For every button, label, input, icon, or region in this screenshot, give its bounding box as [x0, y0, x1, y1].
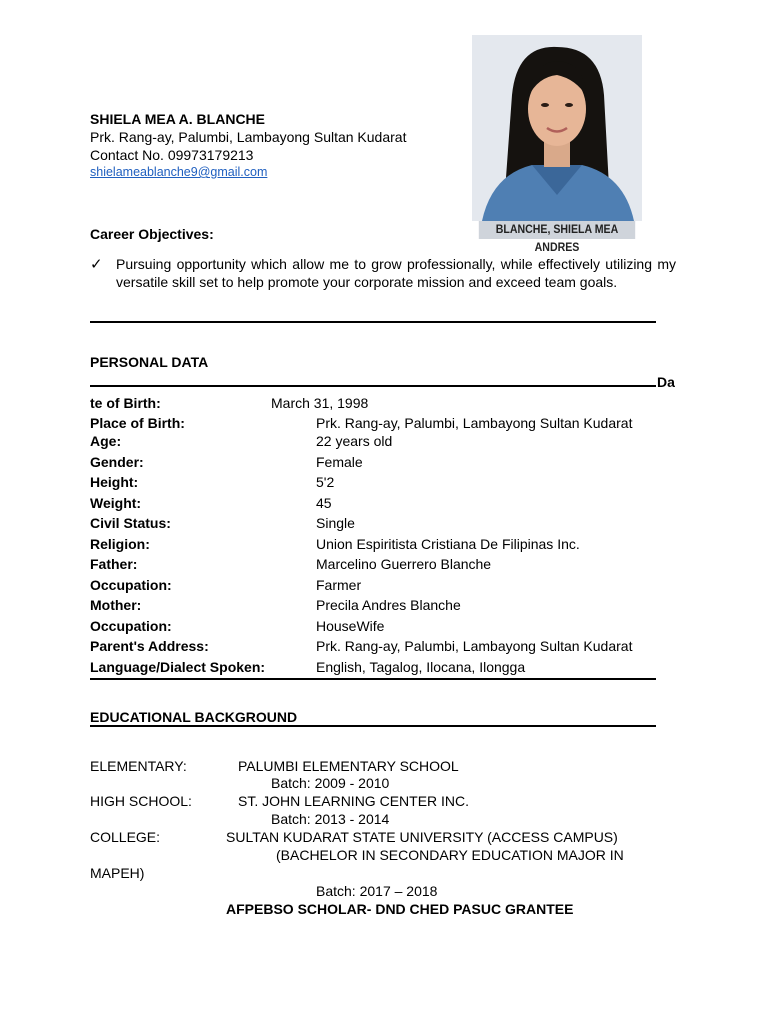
age-label: Age: — [90, 433, 122, 449]
parents-address-label: Parent's Address: — [90, 638, 209, 654]
civil-status-value: Single — [316, 515, 355, 531]
college-label: COLLEGE: — [90, 829, 161, 845]
divider — [90, 321, 656, 323]
college-school: SULTAN KUDARAT STATE UNIVERSITY (ACCESS CAMPUS) — [226, 829, 618, 845]
father-occupation-label: Occupation: — [90, 577, 172, 593]
address-line: Prk. Rang-ay, Palumbi, Lambayong Sultan Kudarat — [90, 129, 407, 145]
age-value: 22 years old — [316, 433, 393, 449]
elementary-label: ELEMENTARY: — [90, 758, 187, 774]
highschool-school: ST. JOHN LEARNING CENTER INC. — [238, 793, 470, 809]
father-occupation-value: Farmer — [316, 577, 362, 593]
career-objectives-heading: Career Objectives: — [90, 226, 214, 242]
overflow-text: Da — [657, 374, 675, 390]
divider — [90, 678, 656, 680]
elementary-batch: Batch: 2009 - 2010 — [271, 775, 390, 791]
religion-value: Union Espiritista Cristiana De Filipinas Inc. — [316, 536, 580, 552]
weight-value: 45 — [316, 495, 332, 511]
photo-caption: BLANCHE, SHIELA MEA ANDRES — [479, 221, 635, 239]
dob-value: March 31, 1998 — [271, 395, 369, 411]
highschool-label: HIGH SCHOOL: — [90, 793, 192, 809]
weight-label: Weight: — [90, 495, 142, 511]
checkmark-icon: ✓ — [90, 256, 103, 273]
applicant-photo — [472, 35, 642, 221]
father-value: Marcelino Guerrero Blanche — [316, 556, 492, 572]
father-label: Father: — [90, 556, 138, 572]
highschool-batch: Batch: 2013 - 2014 — [271, 811, 390, 827]
college-course-line2: MAPEH) — [90, 865, 145, 881]
mother-value: Precila Andres Blanche — [316, 597, 461, 613]
language-value: English, Tagalog, Ilocana, Ilongga — [316, 659, 526, 675]
college-course-line1: (BACHELOR IN SECONDARY EDUCATION MAJOR IN — [276, 847, 624, 863]
divider — [90, 385, 656, 387]
dob-label: te of Birth: — [90, 395, 161, 411]
college-batch: Batch: 2017 – 2018 — [316, 883, 438, 899]
email-link[interactable]: shielameablanche9@gmail.com — [90, 165, 268, 179]
elementary-school: PALUMBI ELEMENTARY SCHOOL — [238, 758, 459, 774]
civil-status-label: Civil Status: — [90, 515, 171, 531]
personal-data-heading: PERSONAL DATA — [90, 354, 209, 370]
contact-number: Contact No. 09973179213 — [90, 147, 254, 163]
gender-label: Gender: — [90, 454, 144, 470]
career-objective-text: Pursuing opportunity which allow me to grow professionally, while effectively utilizing my versatile skill set to help promote your corporate mission and exceed team goals. — [116, 256, 676, 290]
height-value: 5'2 — [316, 474, 335, 490]
birthplace-value: Prk. Rang-ay, Palumbi, Lambayong Sultan Kudarat — [316, 415, 633, 431]
scholarship-note: AFPEBSO SCHOLAR- DND CHED PASUC GRANTEE — [226, 901, 574, 917]
education-heading: EDUCATIONAL BACKGROUND — [90, 709, 298, 725]
height-label: Height: — [90, 474, 139, 490]
mother-label: Mother: — [90, 597, 142, 613]
portrait-illustration — [472, 35, 642, 221]
applicant-name: SHIELA MEA A. BLANCHE — [90, 111, 265, 127]
birthplace-label: Place of Birth: — [90, 415, 185, 431]
mother-occupation-value: HouseWife — [316, 618, 385, 634]
mother-occupation-label: Occupation: — [90, 618, 172, 634]
religion-label: Religion: — [90, 536, 150, 552]
parents-address-value: Prk. Rang-ay, Palumbi, Lambayong Sultan Kudarat — [316, 638, 633, 654]
language-label: Language/Dialect Spoken: — [90, 659, 266, 675]
divider — [90, 725, 656, 727]
gender-value: Female — [316, 454, 363, 470]
